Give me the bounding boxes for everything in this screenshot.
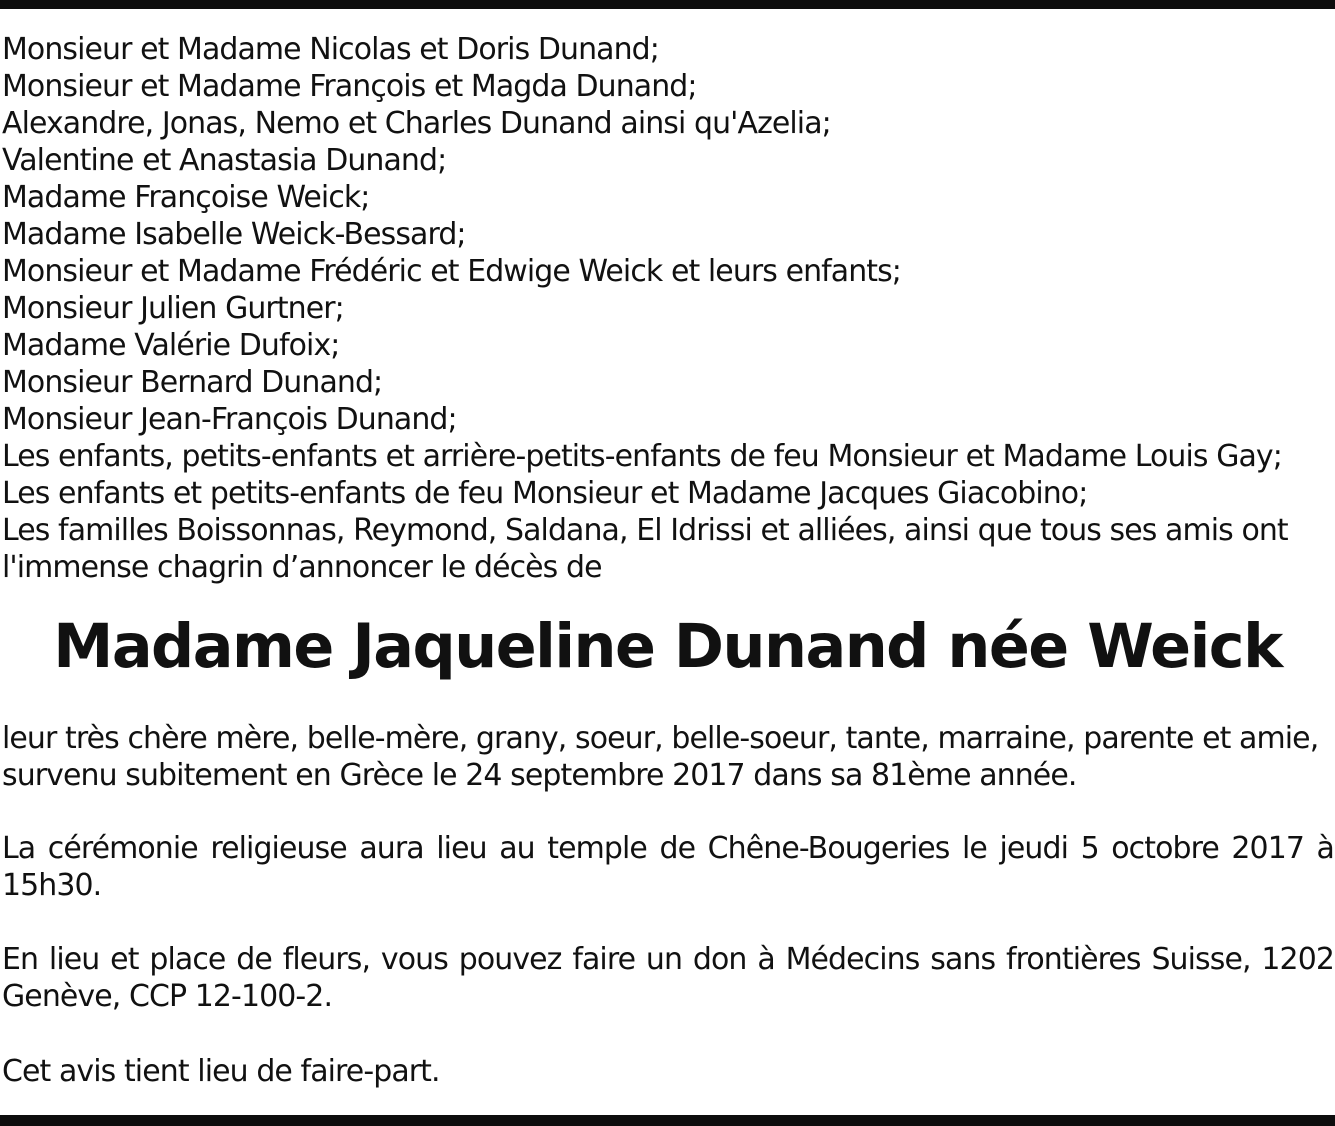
relation-paragraph — [2, 720, 1334, 794]
family-line: Madame Valérie Dufoix; — [2, 328, 340, 363]
donation-paragraph — [2, 941, 1334, 1015]
relation-line-1: leur très chère mère, belle-mère, grany, soeur, belle-soeur, tante, marraine, parente et amie, — [2, 721, 1319, 756]
family-line: l'immense chagrin d’annoncer le décès de — [2, 550, 602, 585]
ceremony-paragraph — [2, 830, 1334, 904]
family-line: Madame Isabelle Weick-Bessard; — [2, 217, 466, 252]
relation-line-2: survenu subitement en Grèce le 24 septembre 2017 dans sa 81ème année. — [2, 758, 1077, 793]
family-line: Monsieur Jean-François Dunand; — [2, 402, 457, 437]
family-line: Monsieur et Madame François et Magda Dunand; — [2, 69, 697, 104]
closing-paragraph — [2, 1053, 1334, 1090]
deceased-name-heading: Madame Jaqueline Dunand née Weick — [53, 612, 1282, 682]
bottom-border-rule — [0, 1115, 1335, 1126]
ceremony-line-2: 15h30. — [2, 868, 102, 903]
family-line: Madame Françoise Weick; — [2, 180, 370, 215]
donation-line-1: En lieu et place de fleurs, vous pouvez faire un don à Médecins sans frontières Suisse, 1202 — [2, 942, 1334, 977]
family-line: Les enfants, petits-enfants et arrière-petits-enfants de feu Monsieur et Madame Louis Gay; — [2, 439, 1282, 474]
closing-line: Cet avis tient lieu de faire-part. — [2, 1054, 440, 1089]
family-line: Monsieur et Madame Nicolas et Doris Dunand; — [2, 32, 659, 67]
family-line: Monsieur et Madame Frédéric et Edwige Weick et leurs enfants; — [2, 254, 901, 289]
top-border-rule — [0, 0, 1335, 9]
family-announcement-list — [2, 31, 1335, 586]
family-line: Valentine et Anastasia Dunand; — [2, 143, 447, 178]
family-line: Alexandre, Jonas, Nemo et Charles Dunand ainsi qu'Azelia; — [2, 106, 831, 141]
donation-line-2: Genève, CCP 12-100-2. — [2, 979, 333, 1014]
family-line: Monsieur Bernard Dunand; — [2, 365, 383, 400]
family-line: Monsieur Julien Gurtner; — [2, 291, 344, 326]
ceremony-line-1: La cérémonie religieuse aura lieu au temple de Chêne-Bougeries le jeudi 5 octobre 2017 à — [2, 831, 1334, 866]
family-line: Les familles Boissonnas, Reymond, Saldana, El Idrissi et alliées, ainsi que tous ses amis ont — [2, 513, 1288, 548]
family-line: Les enfants et petits-enfants de feu Monsieur et Madame Jacques Giacobino; — [2, 476, 1088, 511]
